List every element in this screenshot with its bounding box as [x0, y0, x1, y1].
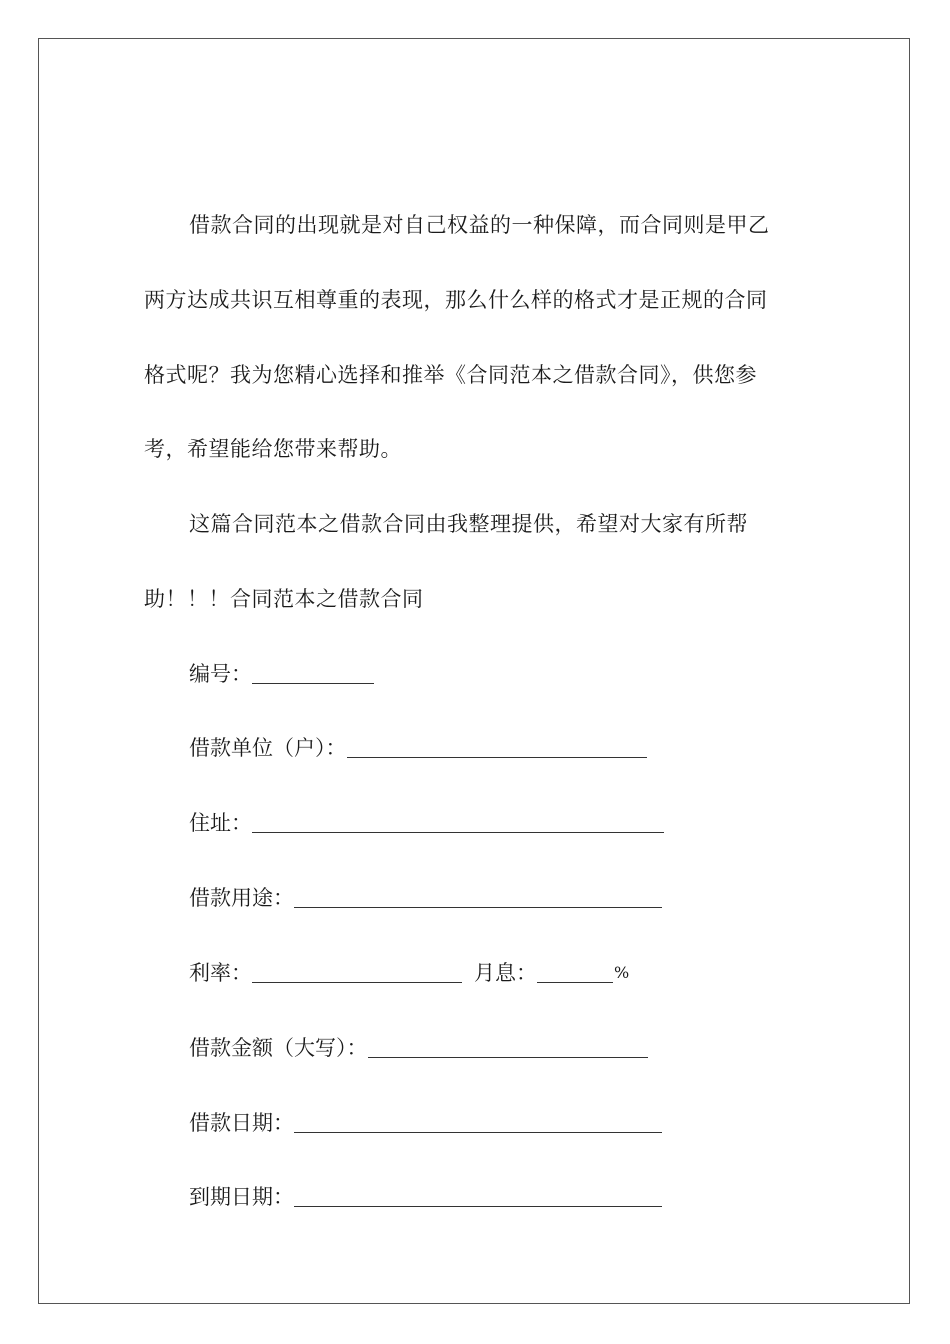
loan-amount-field: [189, 1033, 648, 1063]
purpose-blank[interactable]: [294, 906, 662, 908]
due-date-blank[interactable]: [294, 1205, 662, 1207]
paragraph-1-line-3: 格式呢？我为您精心选择和推举《合同范本之借款合同》，供您参: [144, 363, 757, 387]
borrower-field: [189, 733, 647, 763]
address-field: [189, 808, 664, 838]
loan-date-field: [189, 1108, 662, 1138]
paragraph-2-line-1: 这篇合同范本之借款合同由我整理提供，希望对大家有所帮: [189, 512, 748, 536]
purpose-field: [189, 883, 662, 913]
due-date-field: [189, 1182, 662, 1212]
interest-rate-blank[interactable]: [252, 981, 462, 983]
purpose-label: 借款用途：: [189, 886, 294, 910]
percent-sign: %: [614, 963, 630, 982]
interest-rate-field: [189, 958, 629, 988]
contract-number-label: 编号：: [189, 662, 252, 686]
paragraph-1-line-2: 两方达成共识互相尊重的表现，那么什么样的格式才是正规的合同: [144, 288, 768, 312]
contract-number-field: [189, 659, 374, 689]
loan-date-label: 借款日期：: [189, 1111, 294, 1135]
interest-rate-label: 利率：: [189, 961, 252, 985]
loan-amount-blank[interactable]: [368, 1056, 648, 1058]
borrower-label: 借款单位（户）：: [189, 736, 347, 760]
paragraph-1-line-4: 考，希望能给您带来帮助。: [144, 437, 402, 461]
borrower-blank[interactable]: [347, 756, 647, 758]
address-label: 住址：: [189, 811, 252, 835]
monthly-interest-blank[interactable]: [537, 981, 613, 983]
loan-amount-label: 借款金额（大写）：: [189, 1036, 368, 1060]
paragraph-1-line-1: 借款合同的出现就是对自己权益的一种保障，而合同则是甲乙: [189, 213, 770, 237]
paragraph-2-line-2: 助！！！合同范本之借款合同: [144, 587, 424, 611]
monthly-interest-label: 月息：: [474, 961, 537, 985]
contract-number-blank[interactable]: [252, 682, 374, 684]
address-blank[interactable]: [252, 831, 664, 833]
loan-date-blank[interactable]: [294, 1131, 662, 1133]
due-date-label: 到期日期：: [189, 1185, 294, 1209]
